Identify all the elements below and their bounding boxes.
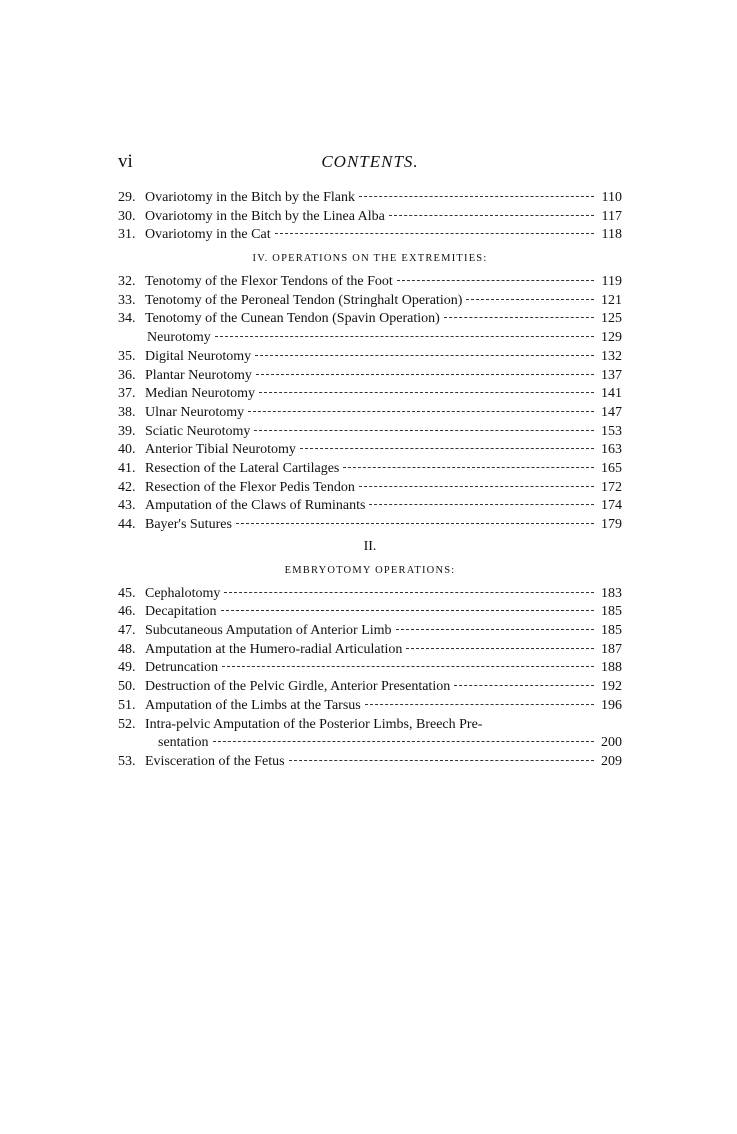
entry-title: Intra-pelvic Amputation of the Posterior Limbs, Breech Pre- [145, 716, 483, 732]
entry-title-continuation: sentation [158, 735, 209, 751]
toc-entry [118, 348, 622, 367]
entry-page: 163 [601, 442, 622, 458]
entry-number: 42. [118, 479, 136, 495]
entry-title: Tenotomy of the Cunean Tendon (Spavin Operation) [145, 311, 440, 327]
entry-title: Cephalotomy [145, 585, 221, 601]
entry-page: 137 [601, 367, 622, 383]
toc-entry [118, 226, 622, 245]
entry-number: 46. [118, 604, 136, 620]
entry-number: 32. [118, 274, 136, 290]
entry-title: Anterior Tibial Neurotomy [145, 442, 296, 458]
entry-page: 129 [601, 330, 622, 346]
entry-number: 36. [118, 367, 136, 383]
entry-title: Ulnar Neurotomy [145, 404, 245, 420]
dot-leader [454, 685, 594, 686]
entry-number: 37. [118, 386, 136, 402]
page-folio: vi [118, 151, 133, 172]
entry-page: 119 [601, 274, 622, 290]
dot-leader [406, 648, 594, 649]
toc-entry [118, 441, 622, 460]
entry-title: Evisceration of the Fetus [145, 753, 285, 769]
toc-entry [118, 404, 622, 423]
dot-leader [248, 411, 594, 412]
toc-entry [118, 423, 622, 442]
dot-leader [343, 467, 594, 468]
entry-title: Resection of the Lateral Cartilages [145, 460, 340, 476]
entry-page: 185 [601, 604, 622, 620]
entry-title: Subcutaneous Amputation of Anterior Limb [145, 623, 392, 639]
toc-entry [118, 479, 622, 498]
toc-entry [118, 497, 622, 516]
dot-leader [300, 448, 594, 449]
entry-title: Destruction of the Pelvic Girdle, Anterior Presentation [145, 679, 451, 695]
entry-number: 38. [118, 404, 136, 420]
toc-entry [118, 329, 622, 348]
dot-leader [259, 392, 594, 393]
entry-number: 52. [118, 716, 136, 732]
dot-leader [444, 317, 594, 318]
entry-number: 44. [118, 517, 136, 532]
toc-entry [118, 603, 622, 622]
entry-page: 118 [601, 227, 622, 243]
part-heading: II. [363, 538, 377, 554]
entry-number: 30. [118, 208, 136, 224]
toc-entry [118, 189, 622, 208]
table-of-contents [118, 189, 622, 772]
toc-entry [118, 641, 622, 660]
toc-entry [118, 716, 622, 735]
entry-page: 187 [601, 641, 622, 657]
entry-title: Ovariotomy in the Cat [145, 227, 271, 243]
dot-leader [396, 629, 594, 630]
toc-entry [118, 208, 622, 227]
dot-leader [215, 336, 594, 337]
entry-page: 174 [601, 498, 622, 514]
page-header [118, 150, 622, 174]
section-heading-embryotomy: EMBRYOTOMY OPERATIONS: [284, 564, 456, 576]
toc-entry [118, 753, 622, 772]
entry-page: 183 [601, 585, 622, 601]
entry-number: 48. [118, 641, 136, 657]
entry-page: 165 [601, 460, 622, 476]
entry-page: 117 [601, 208, 622, 224]
dot-leader [254, 430, 594, 431]
toc-entry [118, 659, 622, 678]
dot-leader [256, 374, 594, 375]
entry-number: 49. [118, 660, 136, 676]
entry-page: 141 [601, 386, 622, 402]
entry-page: 121 [601, 292, 622, 308]
entry-title: Ovariotomy in the Bitch by the Flank [145, 190, 355, 205]
entry-number: 39. [118, 423, 136, 439]
entry-page: 179 [601, 517, 622, 532]
toc-entry [118, 622, 622, 641]
toc-entry-continuation [118, 734, 622, 753]
toc-entry [118, 516, 622, 535]
dot-leader [221, 610, 594, 611]
entry-page: 200 [601, 735, 622, 751]
entry-page: 196 [601, 697, 622, 713]
entry-title: Ovariotomy in the Bitch by the Linea Alba [145, 208, 385, 224]
entry-title: Amputation at the Humero-radial Articulation [145, 641, 403, 657]
entry-number: 45. [118, 585, 136, 601]
entry-title: Sciatic Neurotomy [145, 423, 251, 439]
entry-title: Detruncation [145, 660, 219, 676]
entry-number: 41. [118, 460, 136, 476]
entry-title: Tenotomy of the Peroneal Tendon (Stringhalt Operation) [145, 292, 463, 308]
entry-number: 40. [118, 442, 136, 458]
toc-entry [118, 385, 622, 404]
toc-entry [118, 292, 622, 311]
entry-number: 51. [118, 697, 136, 713]
entry-title: Tenotomy of the Flexor Tendons of the Foot [145, 274, 393, 290]
toc-entry [118, 678, 622, 697]
entry-page: 153 [601, 423, 622, 439]
entry-title: Resection of the Flexor Pedis Tendon [145, 479, 355, 495]
entry-page: 185 [601, 623, 622, 639]
dot-leader [389, 215, 594, 216]
toc-entry [118, 367, 622, 386]
entry-title: Digital Neurotomy [145, 348, 252, 364]
toc-entry [118, 310, 622, 329]
entry-title: Median Neurotomy [145, 386, 256, 402]
entry-page: 209 [601, 753, 622, 769]
entry-title: Decapitation [145, 604, 217, 620]
dot-leader [222, 666, 594, 667]
entry-page: 188 [601, 660, 622, 676]
dot-leader [359, 486, 594, 487]
entry-page: 172 [601, 479, 622, 495]
section-heading-extremities: IV. OPERATIONS ON THE EXTREMITIES: [252, 253, 488, 265]
dot-leader [275, 233, 594, 234]
entry-number: 33. [118, 292, 136, 308]
entry-title: Bayer's Sutures [145, 517, 232, 532]
toc-entry [118, 585, 622, 604]
dot-leader [236, 523, 594, 524]
dot-leader [397, 280, 594, 281]
dot-leader [369, 504, 594, 505]
entry-page: 147 [601, 404, 622, 420]
dot-leader [224, 592, 594, 593]
dot-leader [255, 355, 594, 356]
entry-number: 50. [118, 679, 136, 695]
entry-page: 125 [601, 311, 622, 327]
entry-title: Neurotomy [147, 330, 211, 346]
entry-number: 43. [118, 498, 136, 514]
entry-number: 29. [118, 190, 136, 205]
toc-entry [118, 273, 622, 292]
toc-entry [118, 697, 622, 716]
entry-title: Amputation of the Claws of Ruminants [145, 498, 366, 514]
entry-number: 53. [118, 753, 136, 769]
entry-title: Plantar Neurotomy [145, 367, 252, 383]
running-title: CONTENTS. [321, 152, 419, 171]
dot-leader [365, 704, 594, 705]
toc-entry [118, 460, 622, 479]
entry-title: Amputation of the Limbs at the Tarsus [145, 697, 361, 713]
dot-leader [359, 196, 594, 197]
entry-number: 35. [118, 348, 136, 364]
entry-number: 47. [118, 623, 136, 639]
entry-page: 132 [601, 348, 622, 364]
entry-page: 192 [601, 679, 622, 695]
dot-leader [466, 299, 594, 300]
entry-number: 34. [118, 311, 136, 327]
entry-number: 31. [118, 227, 136, 243]
entry-page: 110 [601, 190, 622, 205]
dot-leader [213, 741, 594, 742]
dot-leader [289, 760, 594, 761]
